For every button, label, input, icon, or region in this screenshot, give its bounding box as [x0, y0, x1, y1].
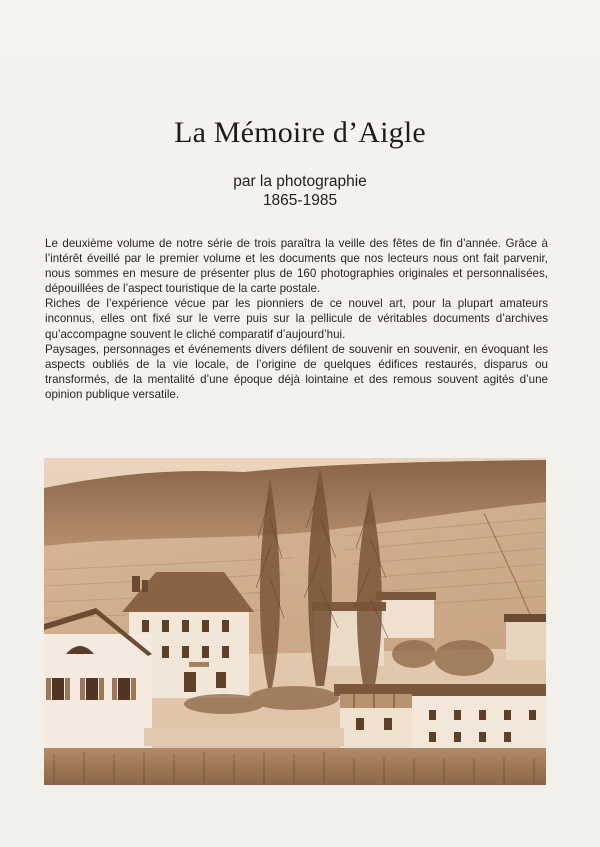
right-building: [334, 684, 546, 754]
paragraph-experience: Riches de l’expérience vécue par les pionniers de ce nouvel art, pour la plupart amateurs inconnus, elles ont fixé sur le verre puis sur la pellicule de véritables documents d’archives qu’accompagne souvent le cliché comparatif d’aujourd’hui.: [45, 297, 548, 341]
historic-photograph: [44, 458, 546, 785]
garden-wall: [144, 728, 344, 746]
foreground-vineyard: [44, 748, 546, 785]
subtitle: [0, 172, 600, 210]
body-text: [45, 236, 548, 402]
paragraph-landscapes: Paysages, personnages et événements divers défilent de souvenir en souvenir, en évoquant les aspects oubliés de la vie locale, de l’origine de quelques édifices restaurés, disparus ou transformés, de la mentalité d’une époque déjà lointaine et des remous souvent agités d’une opinion publique versatile.: [45, 342, 548, 401]
page-title: La Mémoire d’Aigle: [174, 116, 426, 149]
subtitle-line: par la photographie: [233, 173, 367, 190]
paragraph-intro: Le deuxième volume de notre série de trois paraîtra la veille des fêtes de fin d’année. Grâce à l’intérêt éveillé par le premier volume et les documents que nos lecteurs nous ont fait parvenir, nous sommes en mesure de présenter plus de 160 photographies originales et personnalisées, dépouillées de l’aspect touristique de la carte postale.: [45, 237, 548, 296]
subtitle-years: 1865-1985: [262, 192, 338, 209]
photograph-illustration: [44, 458, 546, 785]
